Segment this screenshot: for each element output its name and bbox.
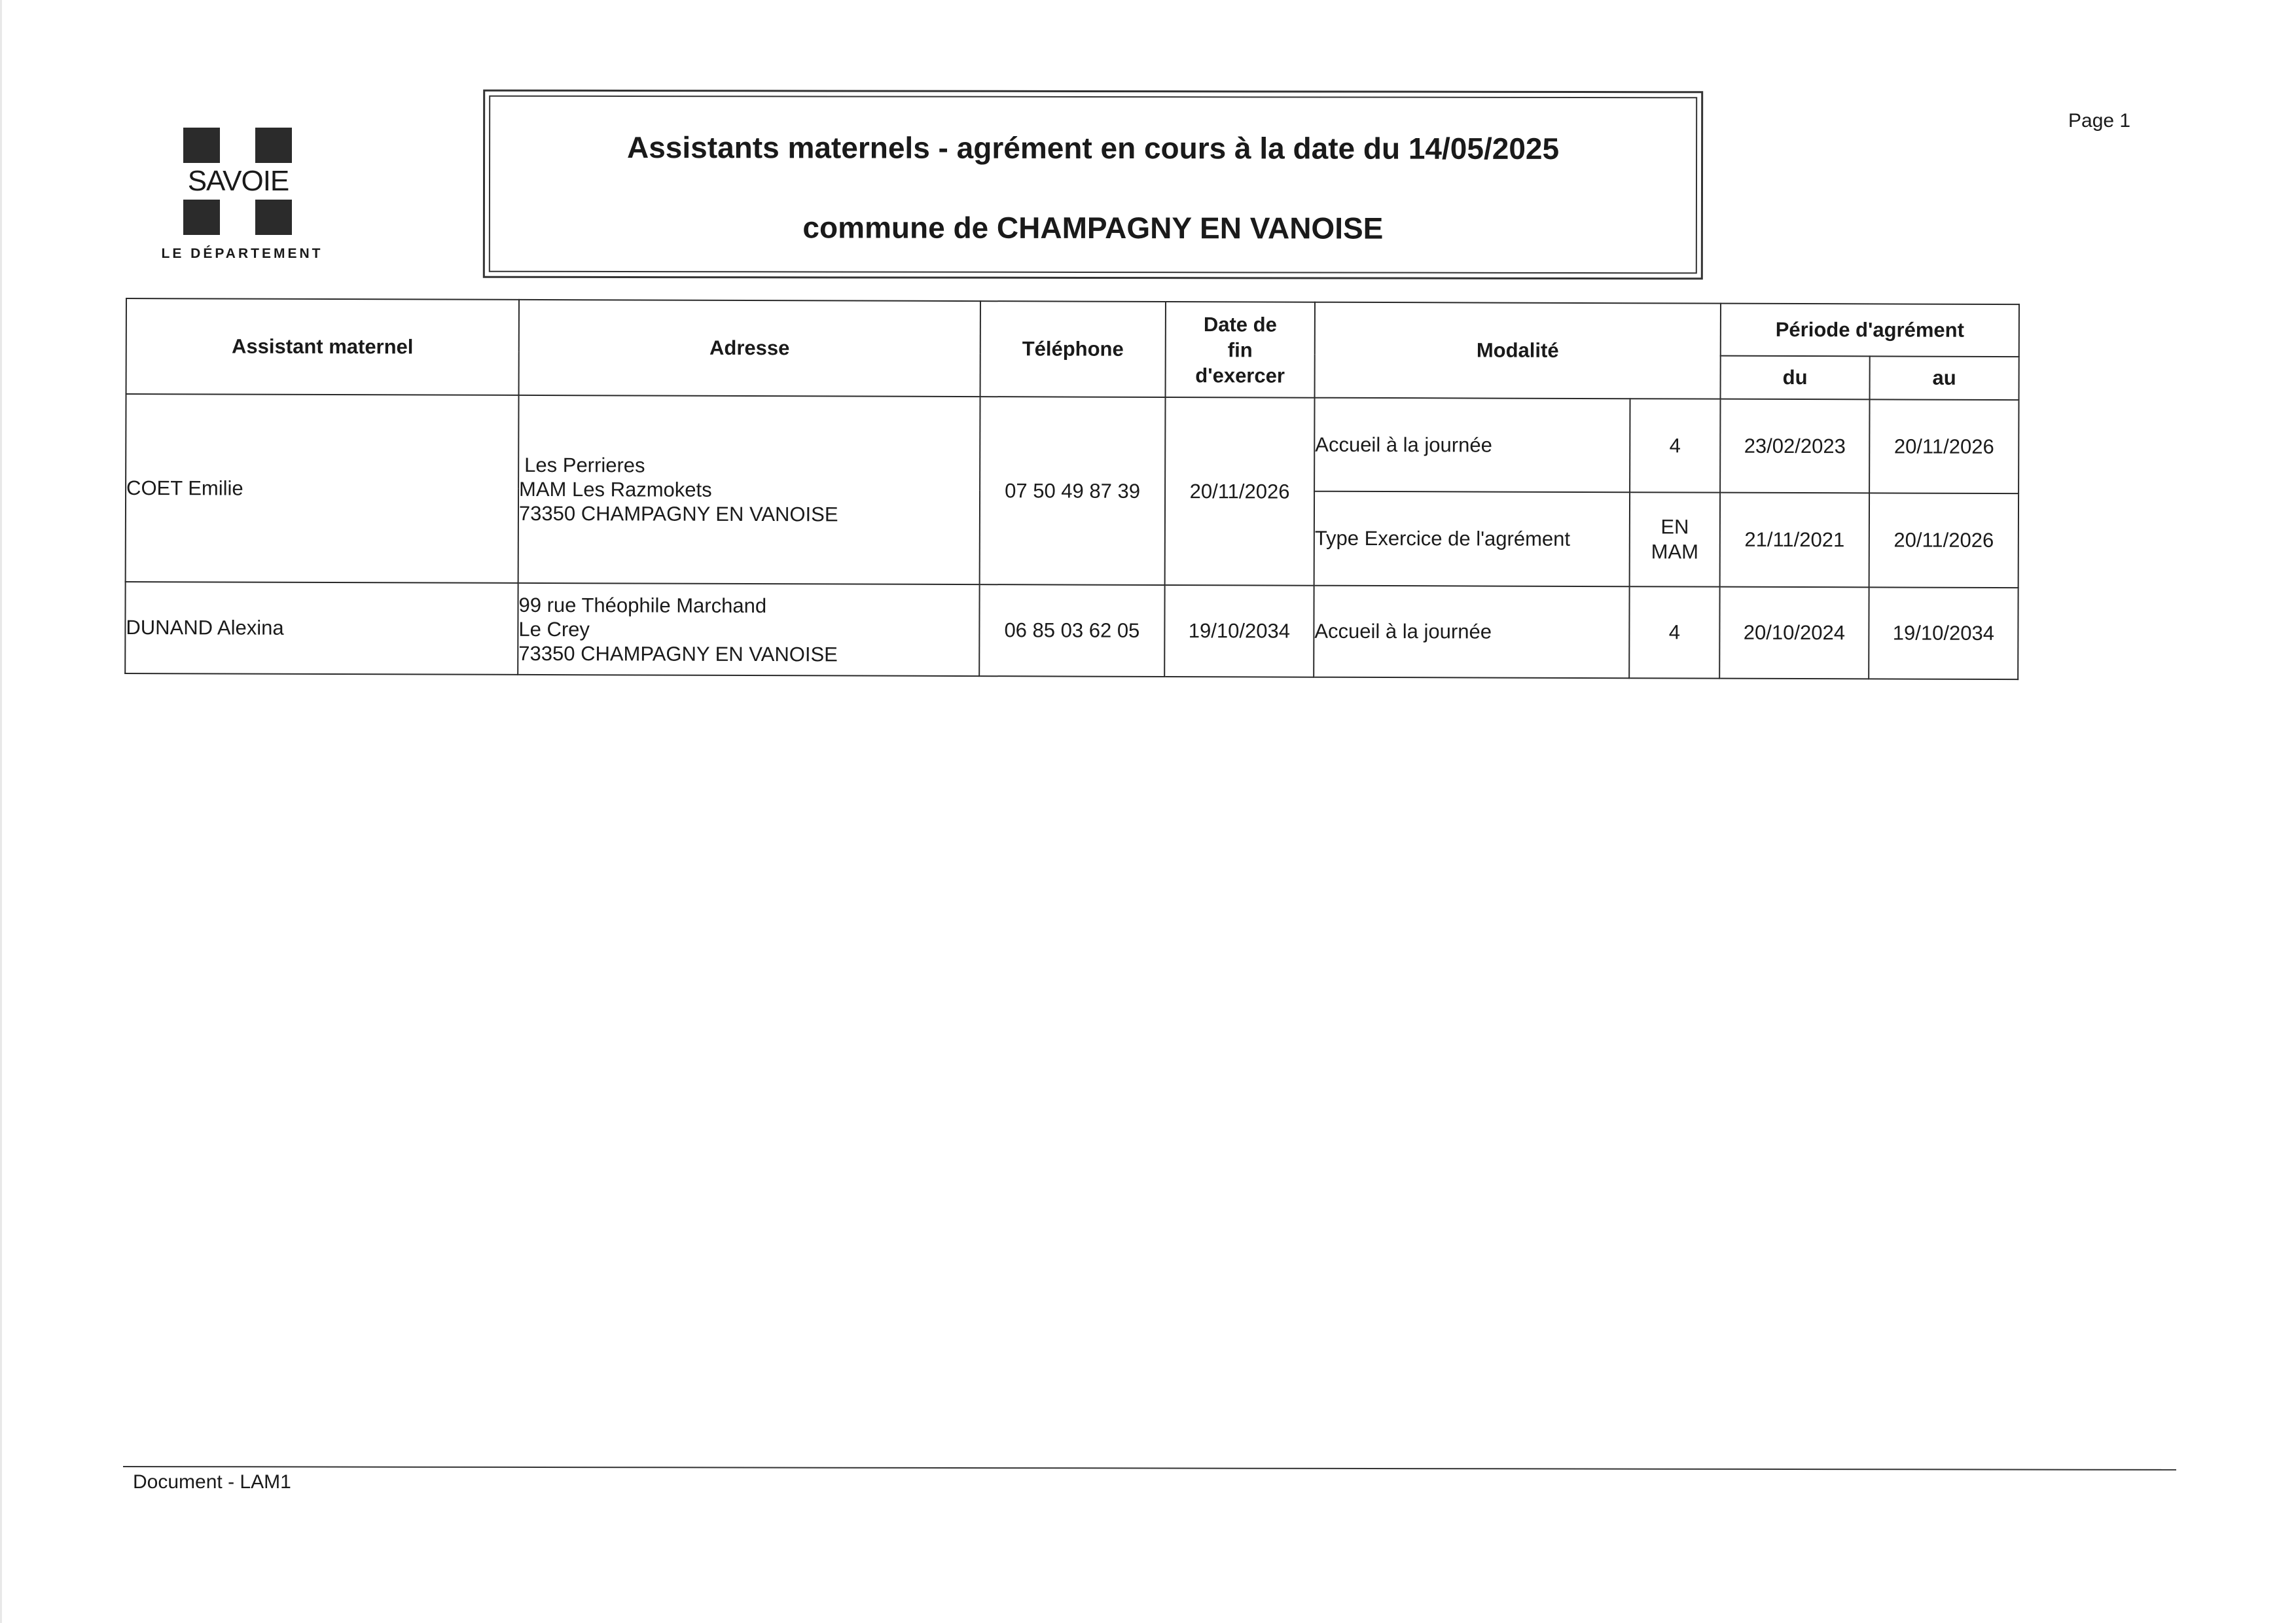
assistant-address bbox=[518, 583, 979, 676]
logo-brand: SAVOIE bbox=[187, 165, 289, 197]
page-number: Page 1 bbox=[2068, 110, 2131, 132]
date-fin-exercer: 20/11/2026 bbox=[1165, 397, 1315, 586]
header-assistant: Assistant maternel bbox=[126, 298, 519, 395]
periode-au: 20/11/2026 bbox=[1869, 493, 2018, 588]
document-title: Assistants maternels - agrément en cours à la date du 14/05/2025 bbox=[626, 130, 1560, 166]
header-periode: Période d'agrément bbox=[1721, 304, 2019, 357]
assistants-table bbox=[124, 298, 2020, 680]
modalite-value-line: EN bbox=[1660, 515, 1689, 539]
header-adresse: Adresse bbox=[519, 300, 980, 397]
logo-square-icon bbox=[183, 128, 220, 163]
address-line: MAM Les Razmokets bbox=[519, 477, 712, 501]
periode-au: 20/11/2026 bbox=[1869, 399, 2018, 493]
header-telephone: Téléphone bbox=[980, 301, 1166, 397]
address-line: Les Perrieres bbox=[524, 453, 645, 477]
assistant-name: DUNAND Alexina bbox=[125, 582, 518, 675]
modalite-value-line: MAM bbox=[1651, 540, 1699, 563]
footer-divider bbox=[123, 1466, 2176, 1471]
logo-square-icon bbox=[183, 200, 220, 235]
assistant-name: COET Emilie bbox=[126, 394, 519, 583]
date-fin-exercer: 19/10/2034 bbox=[1164, 585, 1314, 677]
table-row bbox=[126, 394, 2018, 493]
address-line: 73350 CHAMPAGNY EN VANOISE bbox=[518, 501, 838, 526]
logo-square-icon bbox=[255, 200, 292, 235]
periode-du: 21/11/2021 bbox=[1720, 493, 1869, 588]
savoie-logo bbox=[157, 124, 327, 268]
modalite-value bbox=[1630, 492, 1720, 586]
scan-edge bbox=[0, 0, 2, 1623]
modalite-label: Accueil à la journée bbox=[1314, 586, 1629, 679]
assistant-phone: 06 85 03 62 05 bbox=[979, 584, 1164, 677]
assistant-phone: 07 50 49 87 39 bbox=[980, 397, 1166, 585]
footer-document-id: Document - LAM1 bbox=[133, 1471, 291, 1493]
address-line: Le Crey bbox=[518, 617, 590, 641]
header-du: du bbox=[1721, 356, 1870, 400]
periode-au: 19/10/2034 bbox=[1869, 587, 2018, 679]
table-header-row bbox=[126, 298, 2019, 357]
header-au: au bbox=[1870, 356, 2019, 400]
logo-subtitle: LE DÉPARTEMENT bbox=[161, 246, 323, 261]
modalite-value: 4 bbox=[1629, 586, 1719, 678]
header-date-fin-line: Date de bbox=[1203, 312, 1277, 336]
modalite-label: Accueil à la journée bbox=[1314, 398, 1630, 493]
logo-square-icon bbox=[255, 128, 292, 163]
header-date-fin bbox=[1166, 302, 1315, 398]
modalite-label: Type Exercice de l'agrément bbox=[1314, 491, 1630, 587]
title-box bbox=[483, 90, 1703, 280]
commune-title: commune de CHAMPAGNY EN VANOISE bbox=[802, 210, 1384, 245]
periode-du: 23/02/2023 bbox=[1720, 399, 1869, 493]
header-modalite: Modalité bbox=[1315, 302, 1721, 399]
header-date-fin-line: d'exercer bbox=[1195, 363, 1285, 387]
periode-du: 20/10/2024 bbox=[1719, 587, 1869, 679]
assistant-address bbox=[518, 395, 980, 584]
header-date-fin-line: fin bbox=[1227, 338, 1253, 361]
address-line: 73350 CHAMPAGNY EN VANOISE bbox=[518, 641, 838, 666]
table-row bbox=[125, 582, 2018, 679]
address-line: 99 rue Théophile Marchand bbox=[518, 593, 767, 617]
title-box-inner-frame bbox=[489, 96, 1697, 274]
modalite-value: 4 bbox=[1630, 399, 1720, 492]
